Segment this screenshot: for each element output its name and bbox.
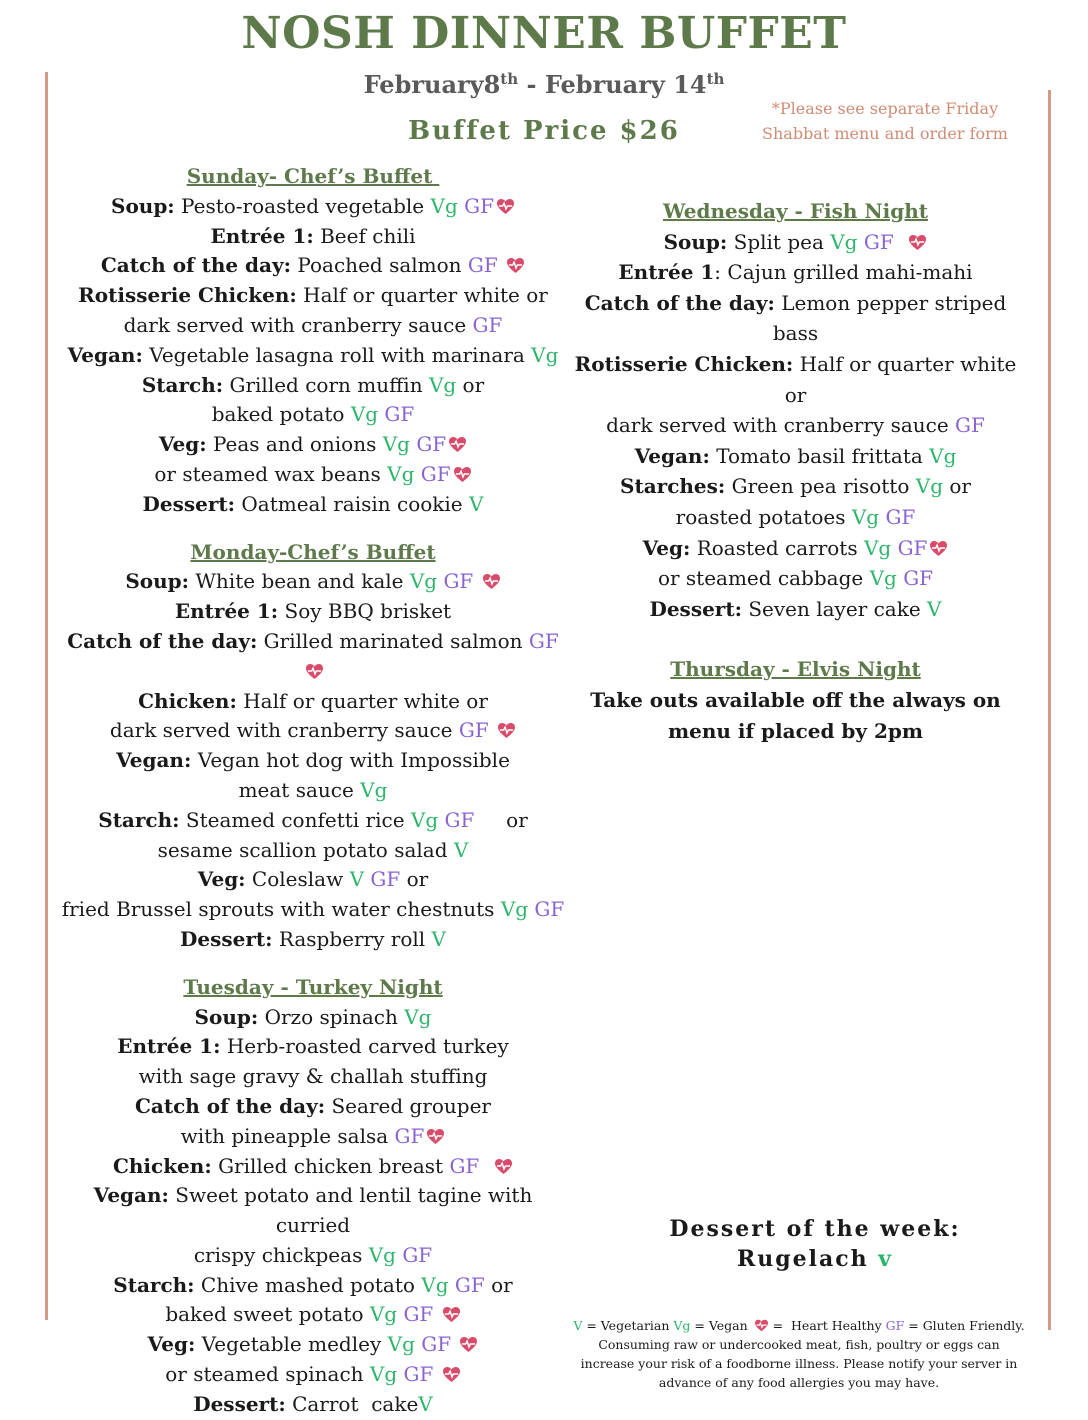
heart-icon [448, 432, 467, 449]
vegan-tag: Vg [830, 229, 858, 254]
tuesday-chicken [58, 1152, 568, 1182]
sunday-soup [58, 192, 568, 222]
sunday-vegan [58, 341, 568, 371]
soup-text: Orzo spinach [258, 1004, 405, 1029]
vegan-text: meat sauce [238, 777, 361, 802]
catch-text: Lemon pepper striped bass [772, 290, 1007, 346]
entree-text: with sage gravy & challah stuffing [138, 1064, 488, 1089]
heart-icon [426, 1124, 445, 1141]
vegetarian-tag: V [349, 867, 365, 892]
legend-gf-desc: = Gluten Friendly. [904, 1318, 1025, 1333]
sunday-starch-cont [58, 400, 568, 430]
veg-text: fried Brussel sprouts with water chestnuts [61, 897, 501, 922]
vegan-tag: Vg [929, 443, 957, 468]
date-end: February 14 [544, 70, 707, 99]
dessert-text: Carrot cake [285, 1391, 419, 1416]
entree-text: Soy BBQ brisket [278, 599, 452, 624]
vegan-tag: Vg [863, 535, 892, 560]
dessert-label: Dessert: [193, 1391, 286, 1416]
thursday-note: Take outs available off the always on [590, 687, 1001, 712]
dessert-week-name: Rugelach [736, 1246, 879, 1272]
monday-vegan [58, 746, 568, 776]
catch-text: Seared grouper [325, 1093, 491, 1118]
vegetarian-tag: V [453, 837, 469, 862]
heart-icon [497, 718, 516, 735]
catch-text: with pineapple salsa [180, 1123, 395, 1148]
veg-label: Veg: [197, 867, 246, 892]
wednesday-veg-cont [568, 563, 1023, 594]
right-column [568, 196, 1023, 746]
starch-label: Starches: [620, 474, 726, 499]
entree-text: Beef chili [313, 223, 416, 248]
tuesday-vegan-cont [58, 1241, 568, 1271]
heart-icon [494, 1154, 513, 1171]
entree-label: Entrée 1: [117, 1034, 221, 1059]
note-line: Shabbat menu and order form [762, 124, 1008, 143]
soup-text: Split pea [727, 229, 831, 254]
vegan-tag: Vg [387, 461, 415, 486]
wednesday-chicken [568, 349, 1023, 410]
catch-label: Catch of the day: [584, 290, 775, 315]
gluten-free-tag: GF [464, 193, 494, 218]
gluten-free-tag: GF [394, 1123, 425, 1148]
gluten-free-tag: GF [443, 569, 474, 594]
vegan-tag: Vg [360, 777, 388, 802]
sunday-dessert [58, 490, 568, 520]
catch-text: Grilled marinated salmon [257, 628, 529, 653]
legend [568, 1316, 1030, 1392]
dessert-text: Raspberry roll [272, 926, 432, 951]
wednesday-entree [568, 257, 1023, 288]
starch-text: baked sweet potato [165, 1302, 370, 1327]
vegan-tag: Vg [368, 1242, 396, 1267]
monday-starch-cont [58, 836, 568, 866]
tuesday-catch-cont [58, 1122, 568, 1152]
vegan-tag: Vg [404, 1004, 432, 1029]
wednesday-vegan [568, 441, 1023, 472]
starch-text: Grilled corn muffin [223, 372, 429, 397]
tuesday-vegan [58, 1181, 568, 1241]
gluten-free-tag: GF [534, 897, 565, 922]
vegan-tag: Vg [915, 474, 943, 499]
vegan-tag: Vg [387, 1332, 415, 1357]
menu-title: NOSH DINNER BUFFET [241, 8, 847, 59]
gluten-free-tag: GF [955, 413, 985, 438]
sunday-catch [58, 251, 568, 281]
tuesday-title: Tuesday - Turkey Night [183, 974, 443, 999]
veg-text: Coleslaw [245, 867, 350, 892]
tuesday-dessert [58, 1390, 568, 1420]
buffet-price: Buffet Price $26 [408, 116, 680, 146]
vegan-tag: Vg [430, 193, 458, 218]
gluten-free-tag: GF [370, 867, 401, 892]
legend-gf: GF [885, 1318, 905, 1333]
vegan-tag: Vg [851, 504, 880, 529]
tuesday-starch-cont [58, 1300, 568, 1330]
starch-label: Starch: [141, 372, 224, 397]
tuesday-catch [58, 1092, 568, 1122]
disclaimer-line: advance of any food allergies you may have. [658, 1375, 940, 1390]
dessert-label: Dessert: [180, 926, 273, 951]
starch-label: Starch: [113, 1272, 195, 1297]
legend-vg: Vg [673, 1318, 691, 1333]
wednesday-dessert [568, 594, 1023, 625]
soup-text: Pesto-roasted vegetable [174, 193, 431, 218]
vegan-label: Vegan: [93, 1183, 169, 1208]
gluten-free-tag: GF [454, 1272, 485, 1297]
starch-text: sesame scallion potato salad [157, 837, 454, 862]
legend-v: V [573, 1318, 583, 1333]
entree-text: : Cajun grilled mahi-mahi [714, 260, 973, 285]
soup-label: Soup: [125, 569, 190, 594]
or-text: or [943, 474, 971, 499]
vegan-text: crispy chickpeas [193, 1242, 369, 1267]
gluten-free-tag: GF [444, 807, 475, 832]
gluten-free-tag: GF [416, 432, 447, 457]
veg-text: Vegetable medley [195, 1332, 388, 1357]
thursday-title: Thursday - Elvis Night [670, 657, 921, 682]
gluten-free-tag: GF [421, 1332, 452, 1357]
vegetarian-tag: v [878, 1246, 894, 1272]
dessert-text: Oatmeal raisin cookie [235, 491, 469, 516]
chicken-text: dark served with cranberry sauce [606, 413, 956, 438]
dessert-text: Seven layer cake [741, 596, 928, 621]
wednesday-title: Wednesday - Fish Night [662, 199, 929, 223]
gluten-free-tag: GF [528, 628, 559, 653]
monday-starch [58, 806, 568, 836]
starch-text: Green pea risotto [725, 474, 916, 499]
vegetarian-tag: V [418, 1391, 433, 1416]
tuesday-entree [58, 1032, 568, 1062]
dessert-label: Dessert: [142, 491, 236, 516]
vegan-tag: Vg [421, 1272, 449, 1297]
date-separator: - [518, 70, 545, 99]
sunday-veg [58, 430, 568, 460]
chicken-text: Half or quarter white or [784, 351, 1017, 407]
dessert-label: Dessert: [649, 596, 742, 621]
vegan-tag: Vg [369, 1362, 398, 1387]
monday-veg [58, 865, 568, 895]
disclaimer-line: increase your risk of a foodborne illness. Please notify your server in [580, 1356, 1018, 1371]
left-column [58, 162, 568, 1420]
vegan-label: Vegan: [67, 342, 143, 367]
heart-icon [496, 194, 515, 211]
or-text: or [484, 1272, 513, 1297]
veg-text: or steamed wax beans [154, 461, 388, 486]
shabbat-note [750, 96, 1020, 146]
vegan-tag: Vg [409, 569, 438, 594]
wednesday-veg [568, 533, 1023, 564]
soup-label: Soup: [111, 193, 175, 218]
starch-text: Chive mashed potato [194, 1272, 422, 1297]
chicken-label: Rotisserie Chicken: [78, 283, 297, 308]
gluten-free-tag: GF [472, 312, 503, 337]
veg-label: Veg: [642, 535, 691, 560]
vegan-text: Sweet potato and lentil tagine with curried [168, 1183, 533, 1238]
wednesday-catch [568, 288, 1023, 349]
gluten-free-tag: GF [403, 1362, 434, 1387]
date-range [0, 70, 1088, 99]
dessert-week-heading: Dessert of the week: [669, 1216, 961, 1242]
vegan-label: Vegan: [634, 443, 710, 468]
starch-text: roasted potatoes [675, 504, 852, 529]
vegan-tag: Vg [350, 402, 379, 427]
date-start: February8 [363, 70, 501, 99]
gluten-free-tag: GF [863, 229, 894, 254]
heart-icon [442, 1302, 461, 1319]
heart-icon [482, 569, 501, 586]
vegetarian-tag: V [431, 926, 446, 951]
vegan-tag: Vg [500, 897, 529, 922]
chicken-label: Rotisserie Chicken: [574, 351, 794, 376]
vegetarian-tag: V [927, 596, 942, 621]
catch-text: Poached salmon [291, 253, 468, 278]
vegan-text: Vegan hot dog with Impossible [191, 748, 510, 773]
tuesday-starch [58, 1271, 568, 1301]
heart-icon [929, 535, 948, 552]
starch-label: Starch: [98, 807, 180, 832]
or-text: or [474, 807, 528, 832]
chicken-label: Chicken: [138, 688, 237, 713]
soup-text: White bean and kale [189, 569, 410, 594]
heart-icon [754, 1318, 769, 1331]
sunday-entree [58, 222, 568, 252]
gluten-free-tag: GF [885, 504, 916, 529]
gluten-free-tag: GF [403, 1302, 434, 1327]
heart-icon [453, 462, 472, 479]
left-divider [45, 72, 48, 1320]
veg-text: or steamed cabbage [657, 566, 870, 591]
heart-icon [908, 229, 927, 246]
starch-text: Steamed confetti rice [179, 807, 411, 832]
monday-veg-cont [58, 895, 568, 925]
catch-label: Catch of the day: [135, 1093, 326, 1118]
soup-label: Soup: [194, 1004, 259, 1029]
entree-label: Entrée 1 [618, 260, 715, 285]
disclaimer-line: Consuming raw or undercooked meat, fish, poultry or eggs can [598, 1337, 1000, 1352]
vegan-text: Tomato basil frittata [709, 443, 930, 468]
sunday-title: Sunday- Chef’s Buffet [186, 164, 440, 188]
vegan-tag: Vg [382, 432, 410, 457]
heart-icon [459, 1332, 478, 1349]
chicken-text: dark served with cranberry sauce [109, 718, 459, 743]
heart-icon [305, 659, 324, 676]
heart-icon [442, 1362, 461, 1379]
vegan-tag: Vg [369, 1302, 398, 1327]
tuesday-veg [58, 1330, 568, 1360]
gluten-free-tag: GF [402, 1242, 433, 1267]
vegan-label: Vegan: [116, 748, 192, 773]
sunday-chicken-cont [58, 311, 568, 341]
veg-text: Roasted carrots [690, 535, 864, 560]
sunday-starch [58, 371, 568, 401]
vegan-tag: Vg [410, 807, 439, 832]
gluten-free-tag: GF [384, 402, 415, 427]
veg-label: Veg: [158, 432, 207, 457]
chicken-label: Chicken: [112, 1153, 212, 1178]
monday-soup [58, 567, 568, 597]
or-text: or [400, 867, 429, 892]
sunday-chicken [58, 281, 568, 311]
veg-label: Veg: [147, 1332, 196, 1357]
entree-text: Herb-roasted carved turkey [220, 1034, 509, 1059]
veg-text: or steamed spinach [165, 1362, 370, 1387]
entree-label: Entrée 1: [210, 223, 314, 248]
entree-label: Entrée 1: [174, 599, 279, 624]
gluten-free-tag: GF [467, 253, 498, 278]
chicken-text: Half or quarter white or [236, 688, 488, 713]
starch-text: baked potato [211, 402, 351, 427]
gluten-free-tag: GF [449, 1153, 480, 1178]
thursday-note: menu if placed by 2pm [667, 718, 924, 743]
chicken-text: Grilled chicken breast [211, 1153, 450, 1178]
right-divider [1048, 90, 1051, 1330]
chicken-text: dark served with cranberry sauce [123, 312, 473, 337]
gluten-free-tag: GF [420, 461, 451, 486]
gluten-free-tag: GF [458, 718, 489, 743]
catch-label: Catch of the day: [67, 628, 258, 653]
monday-vegan-cont [58, 776, 568, 806]
dessert-week-item [640, 1244, 990, 1274]
legend-v-desc: = Vegetarian [582, 1318, 674, 1333]
gluten-free-tag: GF [903, 566, 934, 591]
wednesday-chicken-cont [568, 410, 1023, 441]
date-start-suffix: th [500, 70, 519, 88]
wednesday-starch-cont [568, 502, 1023, 533]
wednesday-soup [568, 227, 1023, 258]
chicken-text: Half or quarter white or [296, 283, 548, 308]
monday-chicken [58, 687, 568, 717]
monday-chicken-cont [58, 716, 568, 746]
monday-title: Monday-Chef’s Buffet [190, 539, 436, 564]
dessert-of-week [640, 1214, 990, 1274]
monday-entree [58, 597, 568, 627]
sunday-veg-cont [58, 460, 568, 490]
catch-label: Catch of the day: [100, 253, 292, 278]
vegetarian-tag: V [469, 491, 484, 516]
legend-key [568, 1316, 1030, 1335]
vegan-tag: Vg [428, 372, 457, 397]
veg-text: Peas and onions [206, 432, 383, 457]
monday-catch [58, 627, 568, 687]
vegan-tag: Vg [531, 342, 559, 367]
vegan-text: Vegetable lasagna roll with marinara [142, 342, 532, 367]
date-end-suffix: th [706, 70, 725, 88]
or-text: or [456, 372, 485, 397]
legend-heart-desc: = Heart Healthy [768, 1318, 886, 1333]
tuesday-entree-cont [58, 1062, 568, 1092]
monday-dessert [58, 925, 568, 955]
tuesday-veg-cont [58, 1360, 568, 1390]
heart-icon [506, 253, 525, 270]
soup-label: Soup: [663, 229, 728, 254]
gluten-free-tag: GF [897, 535, 928, 560]
legend-vg-desc: = Vegan [690, 1318, 752, 1333]
wednesday-starch [568, 471, 1023, 502]
tuesday-soup [58, 1003, 568, 1033]
note-line: *Please see separate Friday [771, 99, 999, 118]
vegan-tag: Vg [869, 566, 897, 591]
